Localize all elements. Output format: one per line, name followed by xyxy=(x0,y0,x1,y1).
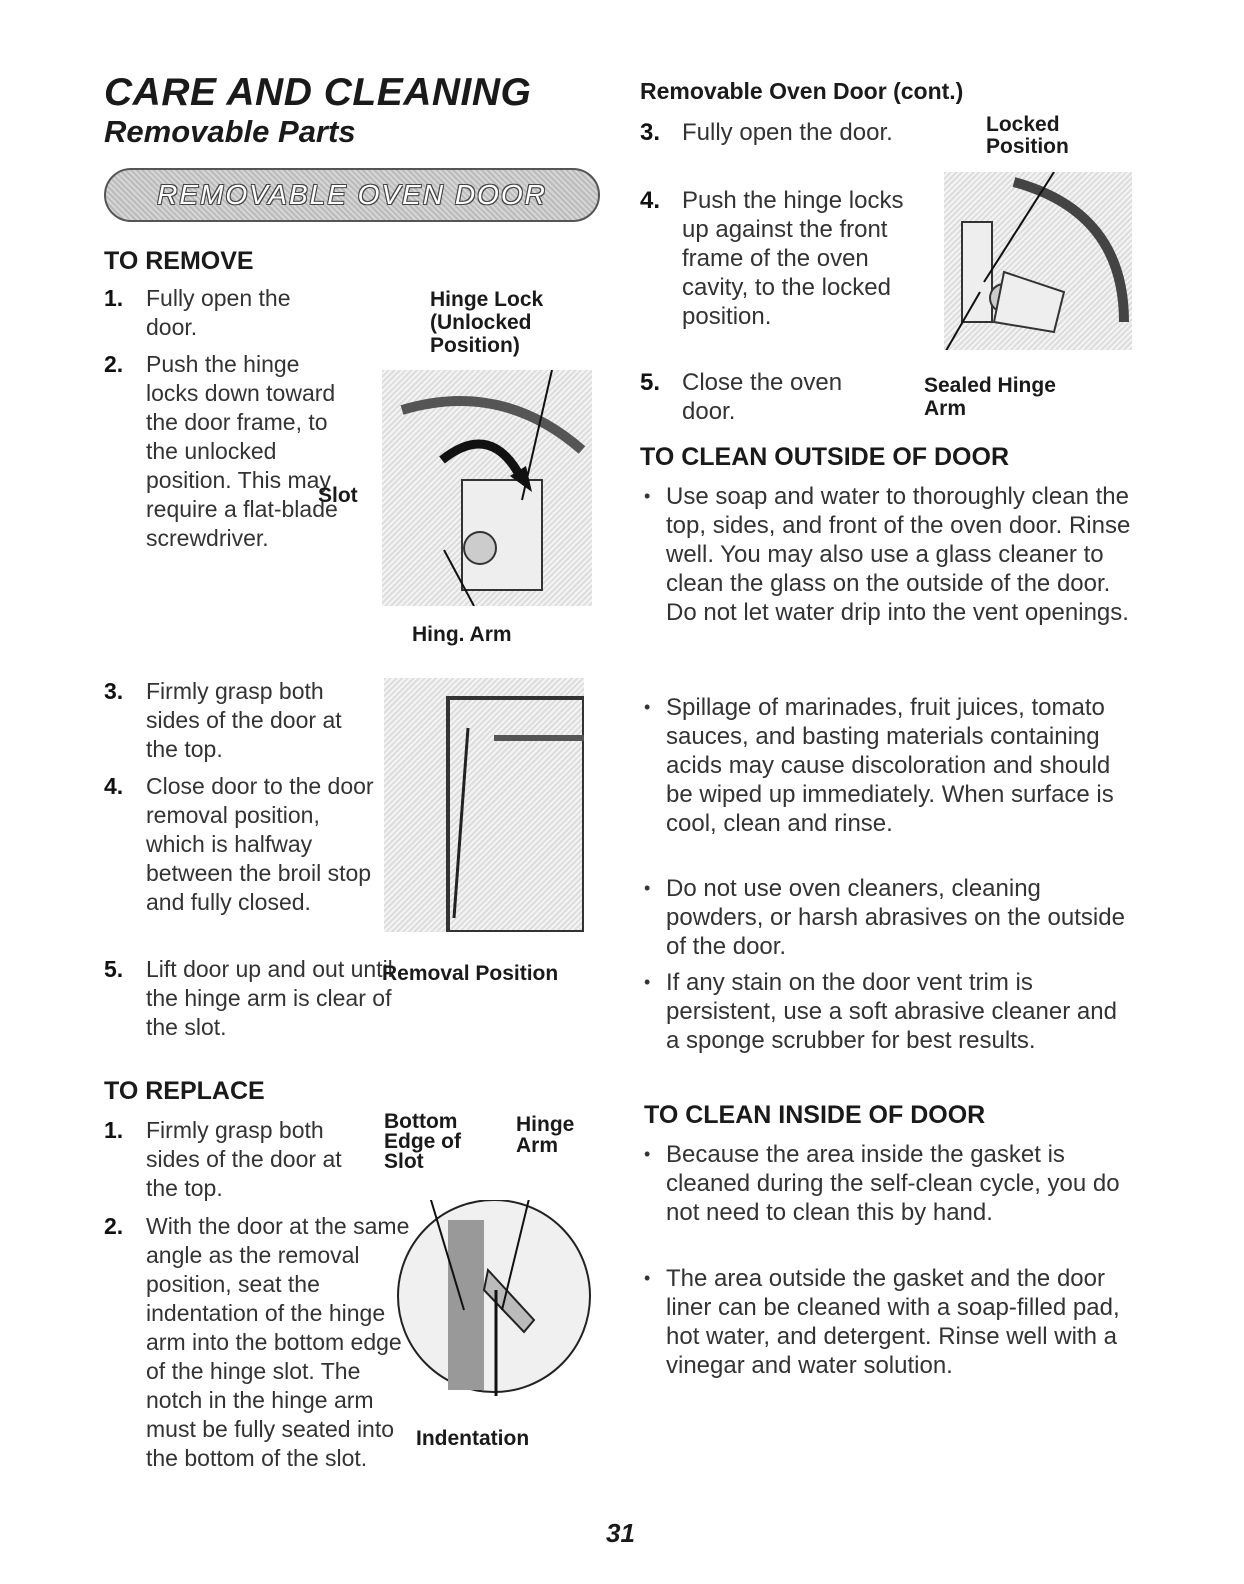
topic-banner xyxy=(104,168,600,222)
hinge-lock-figure xyxy=(382,370,592,606)
bullet-dot: • xyxy=(644,972,651,992)
replace-step-2 xyxy=(104,1212,410,1473)
step-text: Close the oven door. xyxy=(682,369,843,425)
bullet-text: The area outside the gasket and the door liner can be cleaned with a soap-filled pad, hot water, and detergent. Rinse well with a vinegar and water solution. xyxy=(666,1265,1120,1379)
step-number: 4. xyxy=(104,773,124,799)
remove-step-5 xyxy=(104,955,424,1042)
step-text: Firmly grasp both sides of the door at the top. xyxy=(146,678,342,762)
indentation-label: Indentation xyxy=(416,1427,530,1450)
replace-step-1 xyxy=(104,1116,362,1203)
remove-step-2 xyxy=(104,350,356,553)
remove-step-4 xyxy=(104,772,376,917)
cont-heading: Removable Oven Door (cont.) xyxy=(640,78,964,104)
step-text: Fully open the door. xyxy=(682,119,893,146)
step-text: Firmly grasp both sides of the door at the top. xyxy=(146,1117,342,1201)
remove-heading: TO REMOVE xyxy=(104,247,254,275)
sealed-hinge-arm-label: Sealed Hinge Arm xyxy=(924,374,1056,420)
bottom-edge-label: Bottom Edge of Slot xyxy=(384,1110,461,1173)
step-number: 1. xyxy=(104,285,124,311)
removal-position-label: Removal Position xyxy=(382,962,559,985)
bullet-dot: • xyxy=(644,1144,651,1164)
bullet-text: Because the area inside the gasket is cleaned during the self-clean cycle, you do not need to clean this by hand. xyxy=(666,1141,1120,1226)
locked-position-figure xyxy=(944,172,1132,350)
cont-step-5 xyxy=(640,368,900,426)
bullet-text: Do not use oven cleaners, cleaning powders, or harsh abrasives on the outside of the door. xyxy=(666,875,1125,960)
step-number: 2. xyxy=(104,1213,124,1239)
step-number: 3. xyxy=(104,678,124,704)
step-text: Push the hinge locks down toward the door frame, to the unlocked position. This may require a flat-blade screwdriver. xyxy=(146,351,338,551)
replace-hinge-arm-label: Hinge Arm xyxy=(516,1113,575,1157)
bullet-text: Use soap and water to thoroughly clean the top, sides, and front of the oven door. Rinse well. You may also use a glass cleaner to clean the glass on the outside of the door. Do not let water drip into the vent openings. xyxy=(666,483,1131,626)
remove-step-1 xyxy=(104,284,324,342)
locked-hinge-illustration xyxy=(944,172,1132,350)
cont-step-4 xyxy=(640,186,930,331)
section-title: CARE AND CLEANING xyxy=(104,71,532,114)
outside-bullet-1 xyxy=(644,482,1134,627)
step-number: 4. xyxy=(640,187,661,214)
step-number: 5. xyxy=(104,956,124,982)
inside-heading: TO CLEAN INSIDE OF DOOR xyxy=(644,1101,986,1129)
bullet-dot: • xyxy=(644,1268,651,1288)
hinge-lock-label: Hinge Lock (Unlocked Position) xyxy=(430,288,544,357)
door-illustration xyxy=(384,678,584,932)
replace-heading: TO REPLACE xyxy=(104,1077,265,1105)
step-number: 1. xyxy=(104,1117,124,1143)
step-text: Push the hinge locks up against the front frame of the oven cavity, to the locked position. xyxy=(682,187,904,330)
hinge-slot-illustration xyxy=(384,1200,604,1400)
remove-step-3 xyxy=(104,677,376,764)
step-number: 5. xyxy=(640,369,661,396)
bullet-text: If any stain on the door vent trim is persistent, use a soft abrasive cleaner and a sponge scrubber for best results. xyxy=(666,969,1117,1054)
slot-label: Slot xyxy=(318,484,358,507)
locked-position-label: Locked Position xyxy=(986,113,1069,158)
step-text: Close door to the door removal position, which is halfway between the broil stop and fully closed. xyxy=(146,773,374,915)
inside-bullet-1 xyxy=(644,1140,1134,1227)
bullet-dot: • xyxy=(644,486,651,506)
cont-step-3 xyxy=(640,118,900,147)
section-subtitle: Removable Parts xyxy=(104,114,356,149)
step-number: 3. xyxy=(640,119,661,146)
hinge-illustration xyxy=(382,370,592,606)
step-text: Lift door up and out until the hinge arm is clear of the slot. xyxy=(146,956,393,1040)
bullet-dot: • xyxy=(644,697,651,717)
banner-text: REMOVABLE OVEN DOOR xyxy=(157,179,547,210)
replace-figure xyxy=(384,1200,604,1400)
page-number: 31 xyxy=(606,1518,635,1548)
bullet-dot: • xyxy=(644,878,651,898)
outside-bullet-3 xyxy=(644,874,1134,961)
step-text: Fully open the door. xyxy=(146,285,291,340)
bullet-text: Spillage of marinades, fruit juices, tomato sauces, and basting materials containing acids may cause discoloration and should be wiped up immediately. When surface is cool, clean and rinse. xyxy=(666,694,1114,837)
outside-bullet-4 xyxy=(644,968,1134,1055)
removal-position-figure xyxy=(384,678,584,932)
outside-bullet-2 xyxy=(644,693,1134,838)
step-number: 2. xyxy=(104,351,124,377)
outside-heading: TO CLEAN OUTSIDE OF DOOR xyxy=(640,443,1009,471)
hinge-arm-label: Hing. Arm xyxy=(412,623,512,646)
step-text: With the door at the same angle as the removal position, seat the indentation of the hinge arm into the bottom edge of the hinge slot. The notch in the hinge arm must be fully seated into the bottom of the slot. xyxy=(146,1213,410,1471)
inside-bullet-2 xyxy=(644,1264,1134,1380)
